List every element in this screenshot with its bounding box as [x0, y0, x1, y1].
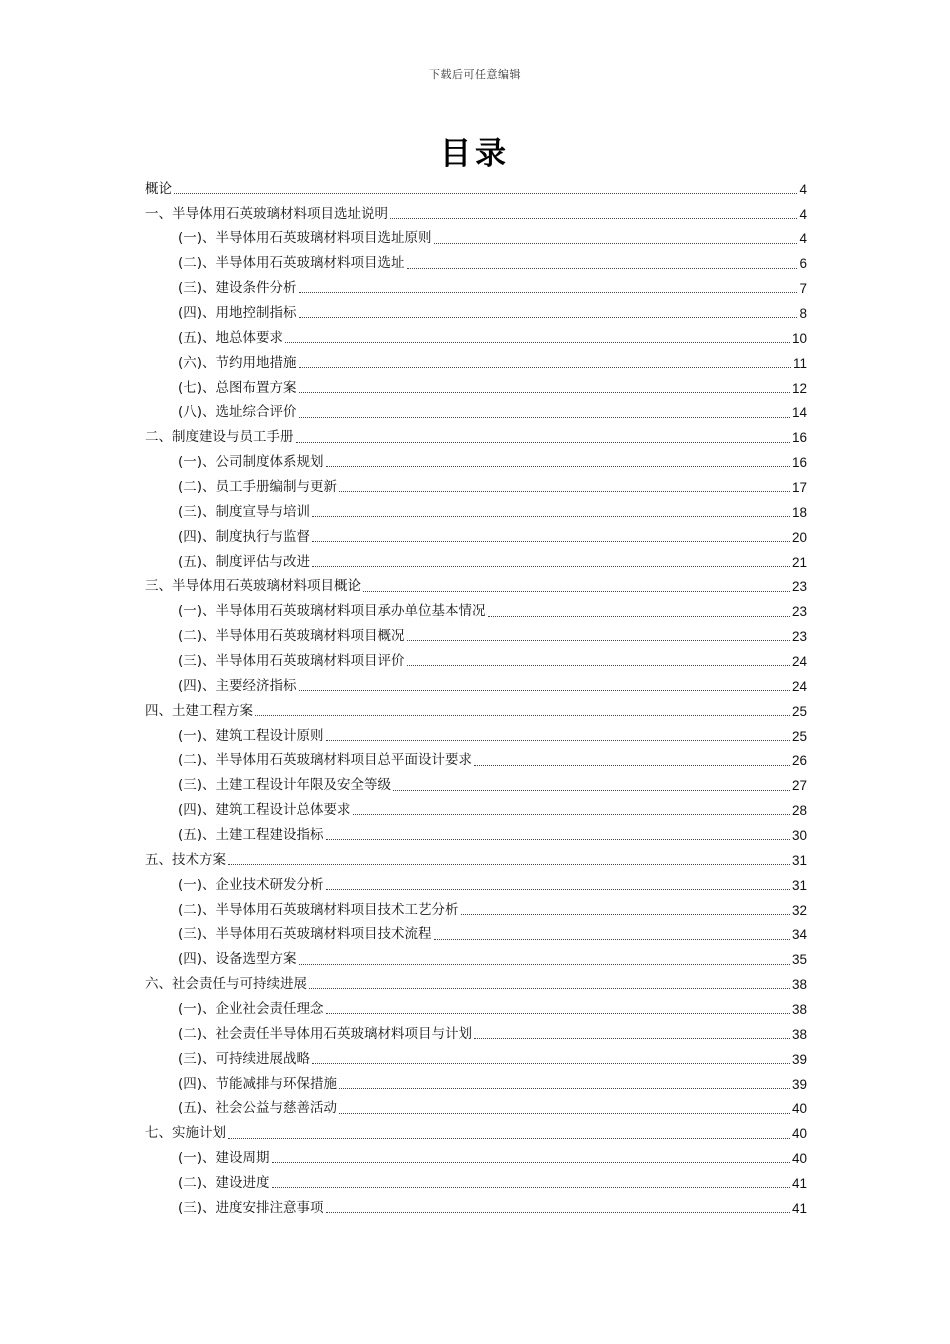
toc-entry[interactable]: [145, 426, 807, 451]
toc-entry-title: 三、半导体用石英玻璃材料项目概论: [145, 578, 361, 595]
toc-entry-page: 16: [791, 430, 807, 446]
toc-entry[interactable]: [145, 401, 807, 426]
toc-entry[interactable]: [145, 475, 807, 500]
toc-entry[interactable]: [145, 1072, 807, 1097]
toc-entry-title: (三)、建设条件分析: [178, 280, 297, 297]
toc-leader-dots: [228, 1138, 790, 1139]
toc-leader-dots: [393, 790, 790, 791]
toc-entry[interactable]: [145, 326, 807, 351]
toc-entry-title: (二)、半导体用石英玻璃材料项目选址: [178, 255, 405, 272]
toc-entry-title: 七、实施计划: [145, 1125, 226, 1142]
toc-entry-title: 六、社会责任与可持续进展: [145, 976, 307, 993]
toc-leader-dots: [339, 1113, 790, 1114]
toc-leader-dots: [312, 566, 790, 567]
toc-entry-title: (二)、社会责任半导体用石英玻璃材料项目与计划: [178, 1025, 473, 1042]
toc-leader-dots: [326, 466, 790, 467]
page-title: 目录: [440, 136, 510, 172]
toc-entry[interactable]: [145, 376, 807, 401]
toc-entry-title: (一)、企业社会责任理念: [178, 1001, 324, 1018]
toc-entry-title: (二)、半导体用石英玻璃材料项目技术工艺分析: [178, 901, 459, 918]
toc-leader-dots: [228, 864, 790, 865]
toc-entry-page: 31: [791, 852, 807, 868]
toc-entry[interactable]: [145, 774, 807, 799]
toc-leader-dots: [390, 218, 797, 219]
toc-leader-dots: [326, 1013, 790, 1014]
toc-entry-title: (三)、半导体用石英玻璃材料项目评价: [178, 653, 405, 669]
toc-entry-title: (三)、制度宣导与培训: [178, 503, 311, 520]
toc-entry-title: (一)、半导体用石英玻璃材料项目承办单位基本情况: [178, 603, 486, 620]
toc-entry-page: 16: [791, 455, 807, 471]
toc-entry-page: 18: [791, 504, 807, 520]
toc-entry[interactable]: [145, 227, 807, 252]
toc-entry-title: (四)、主要经济指标: [178, 677, 297, 694]
toc-entry[interactable]: [145, 1122, 807, 1147]
toc-entry-page: 40: [791, 1126, 807, 1142]
toc-leader-dots: [299, 964, 790, 965]
toc-leader-dots: [296, 442, 790, 443]
toc-leader-dots: [434, 939, 790, 940]
toc-entry[interactable]: [145, 624, 807, 649]
toc-entry-title: (三)、进度安排注意事项: [178, 1199, 324, 1216]
toc-leader-dots: [326, 740, 790, 741]
toc-leader-dots: [326, 1212, 790, 1213]
toc-leader-dots: [488, 616, 790, 617]
toc-leader-dots: [326, 889, 790, 890]
toc-entry-title: (七)、总图布置方案: [178, 379, 297, 396]
toc-entry[interactable]: [145, 1196, 807, 1221]
toc-entry-page: 23: [791, 579, 807, 595]
toc-entry-title: (六)、节约用地措施: [178, 354, 297, 371]
toc-entry-title: (八)、选址综合评价: [178, 404, 297, 421]
toc-entry-page: 8: [799, 305, 807, 321]
toc-entry-title: (三)、土建工程设计年限及安全等级: [178, 777, 392, 794]
toc-entry-title: 二、制度建设与员工手册: [145, 429, 294, 446]
toc-entry-title: (二)、半导体用石英玻璃材料项目总平面设计要求: [178, 752, 473, 769]
toc-entry-page: 20: [791, 529, 807, 545]
toc-leader-dots: [299, 292, 798, 293]
toc-entry[interactable]: [145, 252, 807, 277]
toc-entry[interactable]: [145, 1171, 807, 1196]
toc-entry-page: 14: [791, 405, 807, 421]
toc-entry-title: (四)、用地控制指标: [178, 304, 297, 321]
toc-entry[interactable]: [145, 177, 807, 202]
toc-entry-title: (一)、公司制度体系规划: [178, 454, 324, 471]
toc-entry[interactable]: [145, 749, 807, 774]
toc-entry-page: 11: [792, 355, 807, 371]
toc-entry-title: (五)、制度评估与改进: [178, 553, 311, 570]
toc-entry-page: 17: [791, 479, 807, 495]
toc-leader-dots: [312, 541, 790, 542]
toc-entry-title: (三)、半导体用石英玻璃材料项目技术流程: [178, 926, 432, 943]
toc-leader-dots: [339, 491, 790, 492]
toc-entry-page: 27: [791, 778, 807, 794]
toc-entry-page: 26: [791, 753, 807, 769]
toc-entry-page: 38: [791, 977, 807, 993]
toc-entry-title: (四)、制度执行与监督: [178, 528, 311, 545]
toc-entry[interactable]: [145, 600, 807, 625]
toc-entry[interactable]: [145, 798, 807, 823]
toc-entry[interactable]: [145, 450, 807, 475]
toc-entry-page: 23: [791, 604, 807, 620]
toc-entry-page: 31: [791, 877, 807, 893]
toc-entry-page: 4: [799, 206, 807, 222]
toc-entry[interactable]: [145, 550, 807, 575]
toc-entry-page: 12: [791, 380, 807, 396]
page-header-note: 下载后可任意编辑: [429, 68, 521, 81]
toc-entry-title: (五)、地总体要求: [178, 329, 284, 346]
toc-leader-dots: [272, 1162, 790, 1163]
toc-entry-page: 23: [791, 629, 807, 645]
toc-entry[interactable]: [145, 301, 807, 326]
toc-leader-dots: [272, 1187, 790, 1188]
toc-entry[interactable]: [145, 674, 807, 699]
toc-entry-title: (一)、建筑工程设计原则: [178, 727, 324, 744]
toc-entry-page: 40: [791, 1101, 807, 1117]
toc-leader-dots: [461, 914, 790, 915]
toc-entry-title: (一)、建设周期: [178, 1150, 270, 1167]
toc-entry-page: 35: [791, 952, 807, 968]
toc-entry-page: 21: [791, 554, 807, 570]
toc-entry[interactable]: [145, 848, 807, 873]
toc-entry-page: 38: [791, 1002, 807, 1018]
toc-leader-dots: [474, 1038, 790, 1039]
toc-leader-dots: [339, 1088, 790, 1089]
toc-entry-title: 五、技术方案: [145, 851, 226, 868]
toc-entry-page: 38: [791, 1026, 807, 1042]
toc-leader-dots: [434, 243, 798, 244]
toc-leader-dots: [299, 392, 790, 393]
toc-leader-dots: [474, 765, 790, 766]
toc-entry-title: 一、半导体用石英玻璃材料项目选址说明: [145, 205, 388, 222]
toc-entry[interactable]: [145, 1022, 807, 1047]
toc-entry-title: (一)、企业技术研发分析: [178, 876, 324, 893]
toc-leader-dots: [312, 516, 790, 517]
toc-entry[interactable]: [145, 724, 807, 749]
toc-entry-page: 41: [791, 1176, 807, 1192]
toc-leader-dots: [299, 367, 791, 368]
toc-entry[interactable]: [145, 973, 807, 998]
toc-entry[interactable]: [145, 823, 807, 848]
toc-entry[interactable]: [145, 649, 807, 674]
toc-entry-page: 25: [791, 728, 807, 744]
toc-entry-title: (二)、员工手册编制与更新: [178, 478, 338, 495]
toc-entry-title: (二)、半导体用石英玻璃材料项目概况: [178, 628, 405, 645]
toc-entry-page: 6: [799, 256, 807, 272]
toc-entry-page: 39: [791, 1051, 807, 1067]
toc-entry-title: (三)、可持续进展战略: [178, 1050, 311, 1067]
toc-entry-title: (一)、半导体用石英玻璃材料项目选址原则: [178, 230, 432, 247]
toc-entry-title: 概论: [145, 180, 172, 197]
toc-entry-page: 28: [791, 803, 807, 819]
toc-leader-dots: [285, 342, 790, 343]
toc-entry-page: 7: [799, 281, 807, 297]
toc-entry-title: (二)、建设进度: [178, 1175, 270, 1192]
toc-entry-page: 4: [799, 181, 807, 197]
toc-entry[interactable]: [145, 699, 807, 724]
toc-entry-page: 40: [791, 1151, 807, 1167]
toc-entry[interactable]: [145, 575, 807, 600]
toc-entry[interactable]: [145, 948, 807, 973]
table-of-contents: [145, 177, 807, 1221]
toc-entry[interactable]: [145, 1147, 807, 1172]
toc-entry-title: (四)、节能减排与环保措施: [178, 1075, 338, 1092]
toc-leader-dots: [353, 814, 790, 815]
toc-leader-dots: [407, 665, 790, 666]
toc-leader-dots: [299, 417, 790, 418]
toc-entry[interactable]: [145, 276, 807, 301]
toc-leader-dots: [174, 193, 797, 194]
toc-entry-page: 24: [791, 654, 807, 669]
toc-leader-dots: [326, 839, 790, 840]
toc-entry[interactable]: [145, 351, 807, 376]
toc-entry[interactable]: [145, 873, 807, 898]
toc-entry[interactable]: [145, 898, 807, 923]
toc-entry-title: (四)、建筑工程设计总体要求: [178, 802, 351, 819]
toc-entry-title: (五)、社会公益与慈善活动: [178, 1100, 338, 1117]
toc-entry-page: 24: [791, 678, 807, 694]
toc-leader-dots: [309, 988, 790, 989]
toc-entry-page: 10: [791, 330, 807, 346]
toc-entry[interactable]: [145, 1097, 807, 1122]
toc-leader-dots: [407, 640, 790, 641]
toc-entry-page: 32: [791, 902, 807, 918]
toc-leader-dots: [255, 715, 790, 716]
toc-entry[interactable]: [145, 500, 807, 525]
toc-entry-title: (五)、土建工程建设指标: [178, 827, 324, 844]
toc-entry-page: 25: [791, 703, 807, 719]
toc-entry-page: 4: [799, 231, 807, 247]
toc-entry-title: (四)、设备选型方案: [178, 951, 297, 968]
toc-entry[interactable]: [145, 1047, 807, 1072]
toc-entry-page: 41: [791, 1200, 807, 1216]
toc-leader-dots: [407, 268, 798, 269]
toc-leader-dots: [299, 690, 790, 691]
toc-entry-page: 39: [791, 1076, 807, 1092]
toc-entry-page: 34: [791, 927, 807, 943]
toc-entry-title: 四、土建工程方案: [145, 702, 253, 719]
toc-entry-page: 30: [791, 828, 807, 844]
toc-leader-dots: [299, 317, 798, 318]
toc-entry[interactable]: [145, 997, 807, 1022]
toc-leader-dots: [312, 1063, 790, 1064]
toc-entry[interactable]: [145, 202, 807, 227]
toc-entry[interactable]: [145, 525, 807, 550]
toc-entry[interactable]: [145, 923, 807, 948]
toc-leader-dots: [363, 591, 790, 592]
